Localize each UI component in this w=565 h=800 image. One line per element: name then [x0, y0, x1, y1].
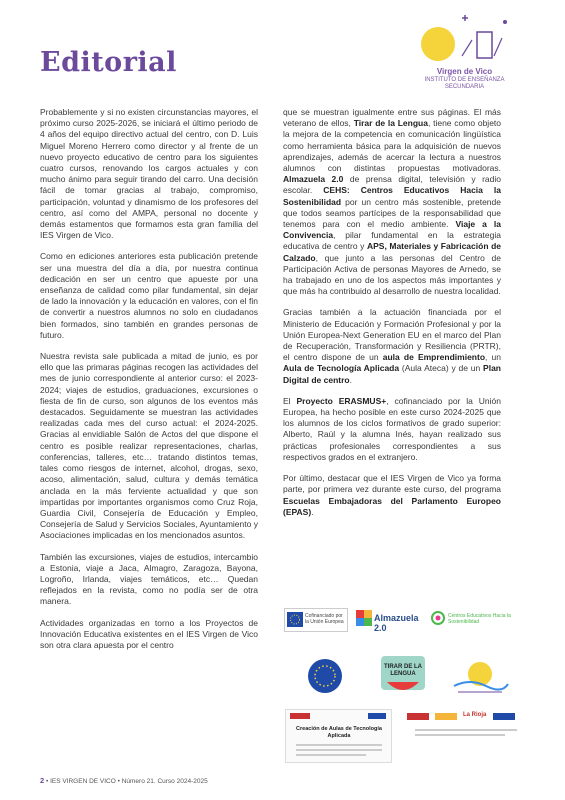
logo-line2: SECUNDARIA	[444, 84, 485, 90]
right-column	[283, 107, 501, 528]
tirar-de-la-lengua-logo	[373, 652, 433, 700]
rioja-text: La Rioja	[463, 712, 487, 718]
gov-logo	[407, 713, 429, 720]
paragraph: Como en ediciones anteriores esta publicación pretende ser una muestra del día a día, por nuestra continua dedicación en ser un centro que apueste por una enseñanza de calidad como pilar fundamental, sin dejar de lado la innovación y la educación en valores, con el fin de convertir a nuestros alumnos no solo en ciudadanos bien formados, sino también en grandes personas de futuro.	[40, 251, 258, 340]
text-line	[296, 744, 382, 746]
aula-title: Creación de Aulas de Tecnología Aplicada	[296, 726, 382, 739]
logo-line1: INSTITUTO DE ENSEÑANZA	[424, 77, 505, 83]
erasmus-logo	[300, 655, 350, 697]
text-line	[415, 734, 505, 736]
page-number: 2	[40, 776, 45, 785]
eu-flag-icon	[287, 612, 303, 627]
plan-logo	[435, 713, 457, 720]
sun-landscape-icon	[450, 652, 510, 700]
school-logo	[402, 10, 527, 90]
paragraph: Nuestra revista sale publicada a mitad de junio, es por ello que las primaras páginas recogen las actividades del mes de junio correspondiente al anterior curso: el 2023-2024; viajes de estudios, graduaciones, excursiones o fiesta de fin de curso, son algunos de los eventos más destacados. Seguidamente se muestran las actividades realizadas cada mes del curso actual: el 2024-2025. Gracias al envidiable Salón de Actos del que dispone el centro es posible realizar representaciones, charlas, conferencias, talleres, etc… tratando distintos temas, tales como riesgos de internet, alcohol, drogas, sexo, acoso, alimentación, salud, cultura y demás temática anclada en la más ferviente actualidad y que son impartidas por importantes organismos como Cruz Roja, Guardia Civil, Consejería de Educación y Empleo, Consejería de Salud y Servicios Sociales, Ayuntamiento y Asociaciones implicadas en los mencionados asuntos.	[40, 351, 258, 541]
almazuela-text: Almazuela 2.0	[374, 613, 419, 633]
funding-banner	[405, 709, 527, 747]
left-column	[40, 107, 258, 661]
paragraph: Por último, destacar que el IES Virgen de Vico ya forma parte, por primera vez durante este curso, del programa Escuelas Embajadoras del Parlamento Europeo (EPAS).	[283, 473, 501, 517]
almazuela-logo	[356, 610, 426, 633]
page-title: Editorial	[40, 47, 177, 78]
school-logo-icon	[402, 10, 527, 68]
sun-landscape-logo	[450, 652, 510, 700]
paragraph: Actividades organizadas en torno a los Proyectos de Innovación Educativa existentes en el IES Virgen de Vico son otra clara apuesta por el centro	[40, 617, 258, 650]
paragraph: El Proyecto ERASMUS+, cofinanciado por la Unión Europea, ha hecho posible en este curso 2024-2025 que los alumnos de los ciclos formativos de grado superior: Alberto, Raúl y la alumna Inés, hayan realizado sus prácticas profesionales correspondientes a sus respectivos grados en el extranjero.	[283, 395, 502, 462]
eu-flag-small-icon	[493, 713, 515, 720]
erasmus-icon	[300, 655, 350, 697]
text-line	[296, 754, 366, 756]
text-line	[415, 729, 517, 731]
paragraph: También las excursiones, viajes de estudios, intercambio a Estonia, viaje a Jaca, Almagro, Zaragoza, Bayona, Logroño, Irlanda, viajes temáticos, etc… Quedan reflejados en la revista, como no podía ser de otra manera.	[40, 551, 258, 607]
text-line	[296, 749, 382, 751]
eu-cofinanced-logo	[284, 608, 348, 632]
cehs-text: Centros Educativos Hacia la Sostenibilidad	[448, 613, 511, 625]
logo-name: Virgen de Vico	[436, 67, 493, 76]
paragraph: que se muestran igualmente entre sus páginas. El más veterano de ellos, Tirar de la Lengua, tiene como objeto la mejora de la competencia en comunicación lingüística como herramienta básica para la adquisición de nuevos aprendizajes, además de acercar la lectura a nuestros alumnos con distintas propuestas motivadoras. Almazuela 2.0 de prensa digital, televisión y radio escolar. CEHS: Centros Educativos Hacia la Sostenibilidad por un centro más sostenible, pretende que todos seamos partícipes de la responsabilidad que tenemos para con el medio ambiente. Viaje a la Convivencia, pilar fundamental en la estrategia educativa de centro y APS, Materiales y Fabricación de Calzado, que junto a las personas del Centro de Participación Activa de personas Mayores de Arnedo, se ha trabajado en uno de los aspectos más importantes y que más ha contribuido al desarrollo de nuestra localidad.	[283, 107, 502, 297]
footer-text: • IES VIRGEN DE VICO • Número 21. Curso 2024-2025	[45, 778, 208, 785]
paragraph: Gracias también a la actuación financiada por el Ministerio de Educación y Formación Profesional y por la Unión Europea-Next Generation EU en el marco del Plan de Recuperación, Transformación y Resiliencia (PRTR), el centro dispone de un aula de Emprendimiento, un Aula de Tecnología Aplicada (Aula Ateca) y de un Plan Digital de centro.	[283, 307, 502, 385]
cehs-logo	[430, 610, 525, 628]
page-footer	[40, 776, 208, 785]
eu-cofinanced-text: Cofinanciado por la Unión Europea	[305, 613, 344, 625]
paragraph: Probablemente y si no existen circunstancias mayores, el próximo curso 2025-2026, se iniciará el último periodo de 4 años del equipo directivo actual del centro, con D. Luis Miguel Moreno Herrero como director y al frente de un nuevo proyecto educativo de centro para los siguientes cuatro cursos, renovando los cargos actuales y con mucho ánimo para seguir tirando del carro. Una decisión fácil de tomar gracias al trabajo, compromiso, participación, voluntad y dinamismo de los profesores del centro, así como del AMPA, personal no docente y demás estamentos que formamos esta gran familia del IES Virgen de Vico.	[40, 107, 258, 241]
ministry-logo	[290, 713, 310, 719]
almazuela-icon	[356, 610, 372, 626]
aula-tecnologia-card	[285, 709, 392, 763]
cehs-icon	[430, 610, 446, 626]
tirar-text: TIRAR DE LA LENGUA	[384, 664, 422, 677]
eu-flag-small-icon	[368, 713, 386, 719]
